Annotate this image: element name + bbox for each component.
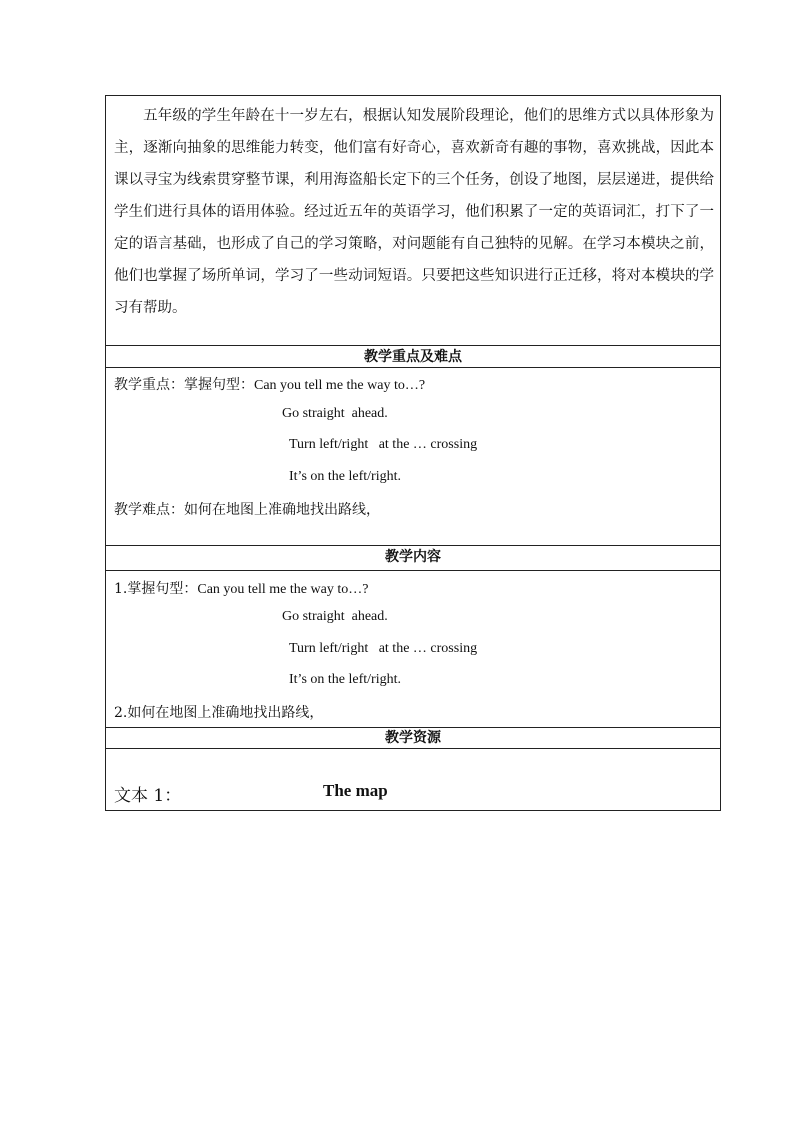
pattern-line: It’s on the left/right. bbox=[289, 469, 401, 484]
divider bbox=[106, 748, 720, 749]
pattern-line: Go straight ahead. bbox=[282, 406, 388, 421]
pattern-line: Turn left/right at the … crossing bbox=[289, 437, 478, 452]
key-points-header: 教学重点及难点 bbox=[364, 349, 462, 365]
focus-label: 教学重点：掌握句型： bbox=[114, 377, 254, 393]
resources-header: 教学资源 bbox=[385, 730, 441, 746]
content-item-1-label: 1.掌握句型： bbox=[114, 581, 198, 597]
divider bbox=[106, 570, 720, 571]
analysis-cell bbox=[106, 96, 720, 345]
content-item-2: 2.如何在地图上准确地找出路线， bbox=[114, 705, 324, 721]
lesson-plan-table bbox=[105, 95, 721, 811]
analysis-text: 五年级的学生年龄在十一岁左右，根据认知发展阶段理论，他们的思维方式以具体形象为主，逐渐向抽象的思维能力转变，他们富有好奇心，喜欢新奇有趣的事物，喜欢挑战，因此本课以寻宝为线索贯穿整节课，利用海盗船长定下的三个任务，创设了地图，层层递进，提供给学生们进行具体的语用体验。经过近五年的英语学习，他们积累了一定的英语词汇，打下了一定的语言基础，也形成了自己的学习策略，对问题能有自己独特的见解。在学习本模块之前，他们也掌握了场所单词，学习了一些动词短语。只要把这些知识进行正迁移，将对本模块的学习有帮助。 bbox=[114, 108, 714, 316]
pattern-line: Turn left/right at the … crossing bbox=[289, 641, 478, 656]
difficulty-line: 教学难点：如何在地图上准确地找出路线， bbox=[114, 502, 380, 518]
content-header: 教学内容 bbox=[385, 549, 441, 565]
divider bbox=[106, 367, 720, 368]
pattern-line: It’s on the left/right. bbox=[289, 672, 401, 687]
text-title: The map bbox=[323, 781, 388, 800]
content-item-1-sentence: Can you tell me the way to…? bbox=[197, 582, 369, 597]
content-item-1 bbox=[114, 578, 368, 598]
focus-sentence: Can you tell me the way to…? bbox=[254, 378, 426, 393]
focus-line bbox=[114, 374, 425, 394]
text-label: 文本 1： bbox=[114, 786, 182, 806]
analysis-paragraph bbox=[114, 100, 714, 324]
divider bbox=[106, 345, 720, 346]
pattern-line: Go straight ahead. bbox=[282, 609, 388, 624]
